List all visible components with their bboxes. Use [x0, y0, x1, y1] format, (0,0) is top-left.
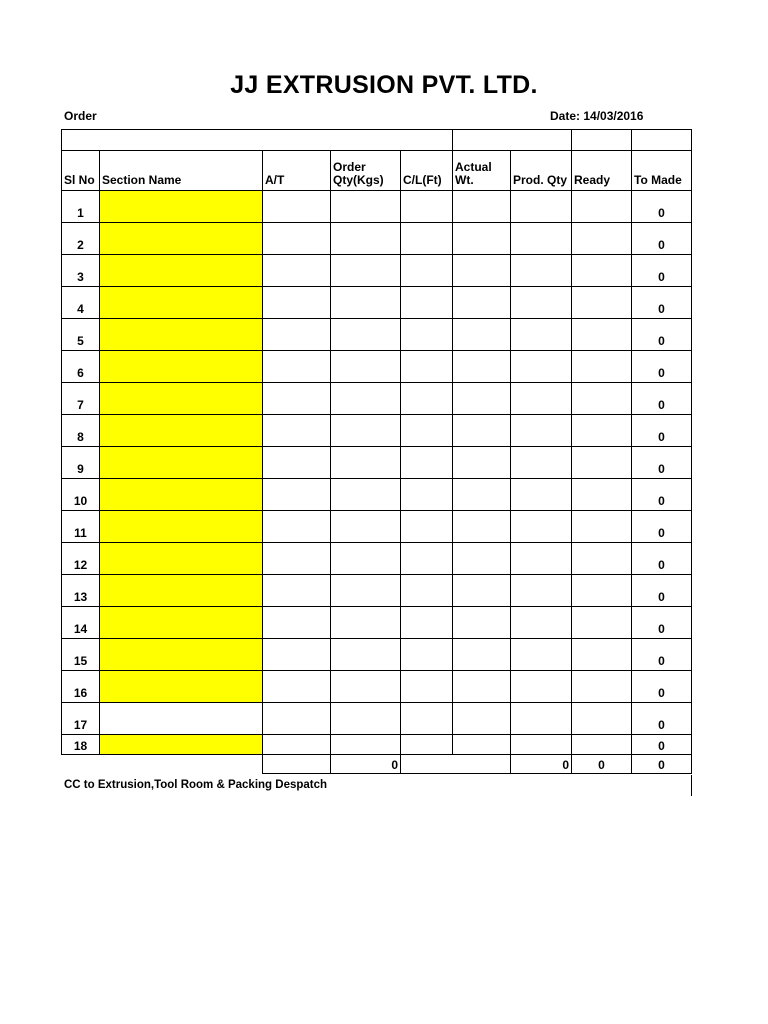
section-name-cell — [100, 735, 263, 755]
table-row — [62, 319, 692, 351]
table-row — [62, 255, 692, 287]
ready-cell — [572, 543, 632, 575]
to-made-cell: 0 — [632, 511, 692, 543]
prod-qty-cell — [511, 447, 572, 479]
table-row — [62, 735, 692, 755]
table-row — [62, 607, 692, 639]
at-cell — [263, 479, 331, 511]
actual-wt-cell — [453, 735, 511, 755]
prod-qty-cell — [511, 351, 572, 383]
cl-cell — [401, 511, 453, 543]
section-name-cell — [100, 351, 263, 383]
totals-row — [62, 755, 692, 774]
actual-wt-cell — [453, 639, 511, 671]
ready-cell — [572, 607, 632, 639]
table-row — [62, 479, 692, 511]
at-cell — [263, 575, 331, 607]
order-qty-cell — [331, 447, 401, 479]
order-table — [61, 129, 692, 774]
to-made-cell: 0 — [632, 415, 692, 447]
at-cell — [263, 351, 331, 383]
cl-cell — [401, 575, 453, 607]
actual-wt-cell — [453, 511, 511, 543]
cc-footer: CC to Extrusion,Tool Room & Packing Despatch — [64, 779, 328, 791]
col-header-section-name: Section Name — [100, 151, 263, 191]
prod-qty-cell — [511, 575, 572, 607]
order-label: Order — [64, 109, 97, 123]
section-name-cell — [100, 543, 263, 575]
at-cell — [263, 639, 331, 671]
actual-wt-line2: Wt. — [455, 173, 474, 187]
cl-cell — [401, 415, 453, 447]
to-made-cell: 0 — [632, 703, 692, 735]
actual-wt-cell — [453, 255, 511, 287]
col-header-cl: C/L(Ft) — [401, 151, 453, 191]
company-title: JJ EXTRUSION PVT. LTD. — [230, 71, 538, 99]
cl-cell — [401, 639, 453, 671]
total-blank — [401, 755, 511, 774]
sl-no-cell: 7 — [62, 383, 100, 415]
ready-cell — [572, 447, 632, 479]
section-name-cell — [100, 479, 263, 511]
to-made-cell: 0 — [632, 223, 692, 255]
prod-qty-cell — [511, 543, 572, 575]
to-made-cell: 0 — [632, 479, 692, 511]
prod-qty-cell — [511, 639, 572, 671]
at-cell — [263, 735, 331, 755]
total-to-made: 0 — [632, 755, 692, 774]
order-qty-cell — [331, 255, 401, 287]
actual-wt-line1: Actual — [455, 160, 492, 174]
actual-wt-cell — [453, 351, 511, 383]
order-qty-cell — [331, 735, 401, 755]
section-name-cell — [100, 447, 263, 479]
at-cell — [263, 287, 331, 319]
cl-cell — [401, 479, 453, 511]
order-qty-cell — [331, 415, 401, 447]
sl-no-cell: 16 — [62, 671, 100, 703]
actual-wt-cell — [453, 287, 511, 319]
table-row — [62, 703, 692, 735]
table-row — [62, 511, 692, 543]
ready-cell — [572, 511, 632, 543]
blank-cell — [62, 130, 453, 151]
table-row — [62, 223, 692, 255]
to-made-cell: 0 — [632, 319, 692, 351]
order-qty-cell — [331, 575, 401, 607]
table-row — [62, 639, 692, 671]
section-name-cell — [100, 255, 263, 287]
prod-qty-cell — [511, 191, 572, 223]
cl-cell — [401, 671, 453, 703]
cl-cell — [401, 383, 453, 415]
sl-no-cell: 12 — [62, 543, 100, 575]
border-line — [691, 775, 692, 796]
total-ready: 0 — [572, 755, 632, 774]
ready-cell — [572, 383, 632, 415]
ready-cell — [572, 639, 632, 671]
order-qty-line1: Order — [333, 160, 366, 174]
col-header-prod-qty: Prod. Qty — [511, 151, 572, 191]
section-name-cell — [100, 511, 263, 543]
order-qty-cell — [331, 223, 401, 255]
order-qty-cell — [331, 543, 401, 575]
actual-wt-cell — [453, 479, 511, 511]
col-header-at: A/T — [263, 151, 331, 191]
at-cell — [263, 447, 331, 479]
blank-cell — [453, 130, 572, 151]
ready-cell — [572, 479, 632, 511]
to-made-cell: 0 — [632, 575, 692, 607]
at-cell — [263, 511, 331, 543]
ready-cell — [572, 735, 632, 755]
prod-qty-cell — [511, 319, 572, 351]
prod-qty-cell — [511, 735, 572, 755]
prod-qty-cell — [511, 383, 572, 415]
order-qty-cell — [331, 191, 401, 223]
to-made-cell: 0 — [632, 639, 692, 671]
cl-cell — [401, 447, 453, 479]
total-order-qty: 0 — [331, 755, 401, 774]
table-row — [62, 447, 692, 479]
at-cell — [263, 607, 331, 639]
ready-cell — [572, 223, 632, 255]
section-name-cell — [100, 319, 263, 351]
ready-cell — [572, 575, 632, 607]
at-cell — [263, 415, 331, 447]
sl-no-cell: 6 — [62, 351, 100, 383]
table-row — [62, 415, 692, 447]
blank-cell — [632, 130, 692, 151]
sl-no-cell: 4 — [62, 287, 100, 319]
to-made-cell: 0 — [632, 671, 692, 703]
section-name-cell — [100, 383, 263, 415]
cl-cell — [401, 703, 453, 735]
sl-no-cell: 11 — [62, 511, 100, 543]
ready-cell — [572, 703, 632, 735]
to-made-cell: 0 — [632, 351, 692, 383]
sl-no-cell: 18 — [62, 735, 100, 755]
actual-wt-cell — [453, 383, 511, 415]
col-header-sl-no: Sl No — [62, 151, 100, 191]
actual-wt-cell — [453, 671, 511, 703]
actual-wt-cell — [453, 607, 511, 639]
to-made-cell: 0 — [632, 607, 692, 639]
ready-cell — [572, 191, 632, 223]
prod-qty-cell — [511, 415, 572, 447]
at-cell — [263, 255, 331, 287]
col-header-ready: Ready — [572, 151, 632, 191]
table-row — [62, 543, 692, 575]
sl-no-cell: 14 — [62, 607, 100, 639]
blank-cell — [572, 130, 632, 151]
sl-no-cell: 8 — [62, 415, 100, 447]
section-name-cell — [100, 703, 263, 735]
order-qty-cell — [331, 479, 401, 511]
to-made-cell: 0 — [632, 447, 692, 479]
col-header-actual-wt — [453, 151, 511, 191]
section-name-cell — [100, 607, 263, 639]
sl-no-cell: 2 — [62, 223, 100, 255]
table-row — [62, 287, 692, 319]
prod-qty-cell — [511, 255, 572, 287]
actual-wt-cell — [453, 191, 511, 223]
ready-cell — [572, 671, 632, 703]
to-made-cell: 0 — [632, 735, 692, 755]
order-qty-cell — [331, 511, 401, 543]
at-cell — [263, 319, 331, 351]
ready-cell — [572, 255, 632, 287]
ready-cell — [572, 319, 632, 351]
actual-wt-cell — [453, 447, 511, 479]
prod-qty-cell — [511, 703, 572, 735]
actual-wt-cell — [453, 319, 511, 351]
at-cell — [263, 191, 331, 223]
prod-qty-cell — [511, 223, 572, 255]
section-name-cell — [100, 223, 263, 255]
cl-cell — [401, 191, 453, 223]
cl-cell — [401, 223, 453, 255]
actual-wt-cell — [453, 543, 511, 575]
section-name-cell — [100, 415, 263, 447]
cl-cell — [401, 735, 453, 755]
sl-no-cell: 9 — [62, 447, 100, 479]
cl-cell — [401, 287, 453, 319]
order-qty-cell — [331, 319, 401, 351]
order-qty-line2: Qty(Kgs) — [333, 173, 384, 187]
actual-wt-cell — [453, 415, 511, 447]
date-label: Date: 14/03/2016 — [550, 109, 644, 123]
order-qty-cell — [331, 639, 401, 671]
ready-cell — [572, 287, 632, 319]
prod-qty-cell — [511, 287, 572, 319]
section-name-cell — [100, 639, 263, 671]
at-cell — [263, 223, 331, 255]
to-made-cell: 0 — [632, 383, 692, 415]
cl-cell — [401, 255, 453, 287]
sl-no-cell: 13 — [62, 575, 100, 607]
at-cell — [263, 671, 331, 703]
prod-qty-cell — [511, 479, 572, 511]
cl-cell — [401, 351, 453, 383]
order-qty-cell — [331, 607, 401, 639]
total-prod-qty: 0 — [511, 755, 572, 774]
section-name-cell — [100, 287, 263, 319]
col-header-order-qty — [331, 151, 401, 191]
table-row — [62, 383, 692, 415]
sl-no-cell: 1 — [62, 191, 100, 223]
order-qty-cell — [331, 287, 401, 319]
order-qty-cell — [331, 703, 401, 735]
cl-cell — [401, 319, 453, 351]
table-row — [62, 575, 692, 607]
order-qty-cell — [331, 671, 401, 703]
order-qty-cell — [331, 383, 401, 415]
to-made-cell: 0 — [632, 191, 692, 223]
section-name-cell — [100, 671, 263, 703]
col-header-to-made: To Made — [632, 151, 692, 191]
to-made-cell: 0 — [632, 543, 692, 575]
to-made-cell: 0 — [632, 287, 692, 319]
sl-no-cell: 3 — [62, 255, 100, 287]
at-cell — [263, 383, 331, 415]
section-name-cell — [100, 191, 263, 223]
cl-cell — [401, 543, 453, 575]
ready-cell — [572, 415, 632, 447]
at-cell — [263, 703, 331, 735]
actual-wt-cell — [453, 703, 511, 735]
actual-wt-cell — [453, 575, 511, 607]
sl-no-cell: 10 — [62, 479, 100, 511]
table-row — [62, 351, 692, 383]
at-cell — [263, 543, 331, 575]
table-row — [62, 191, 692, 223]
cl-cell — [401, 607, 453, 639]
blank-header-row — [62, 130, 692, 151]
table-row — [62, 671, 692, 703]
ready-cell — [572, 351, 632, 383]
prod-qty-cell — [511, 671, 572, 703]
prod-qty-cell — [511, 607, 572, 639]
sl-no-cell: 15 — [62, 639, 100, 671]
section-name-cell — [100, 575, 263, 607]
to-made-cell: 0 — [632, 255, 692, 287]
column-header-row — [62, 151, 692, 191]
order-qty-cell — [331, 351, 401, 383]
prod-qty-cell — [511, 511, 572, 543]
sl-no-cell: 5 — [62, 319, 100, 351]
actual-wt-cell — [453, 223, 511, 255]
sl-no-cell: 17 — [62, 703, 100, 735]
